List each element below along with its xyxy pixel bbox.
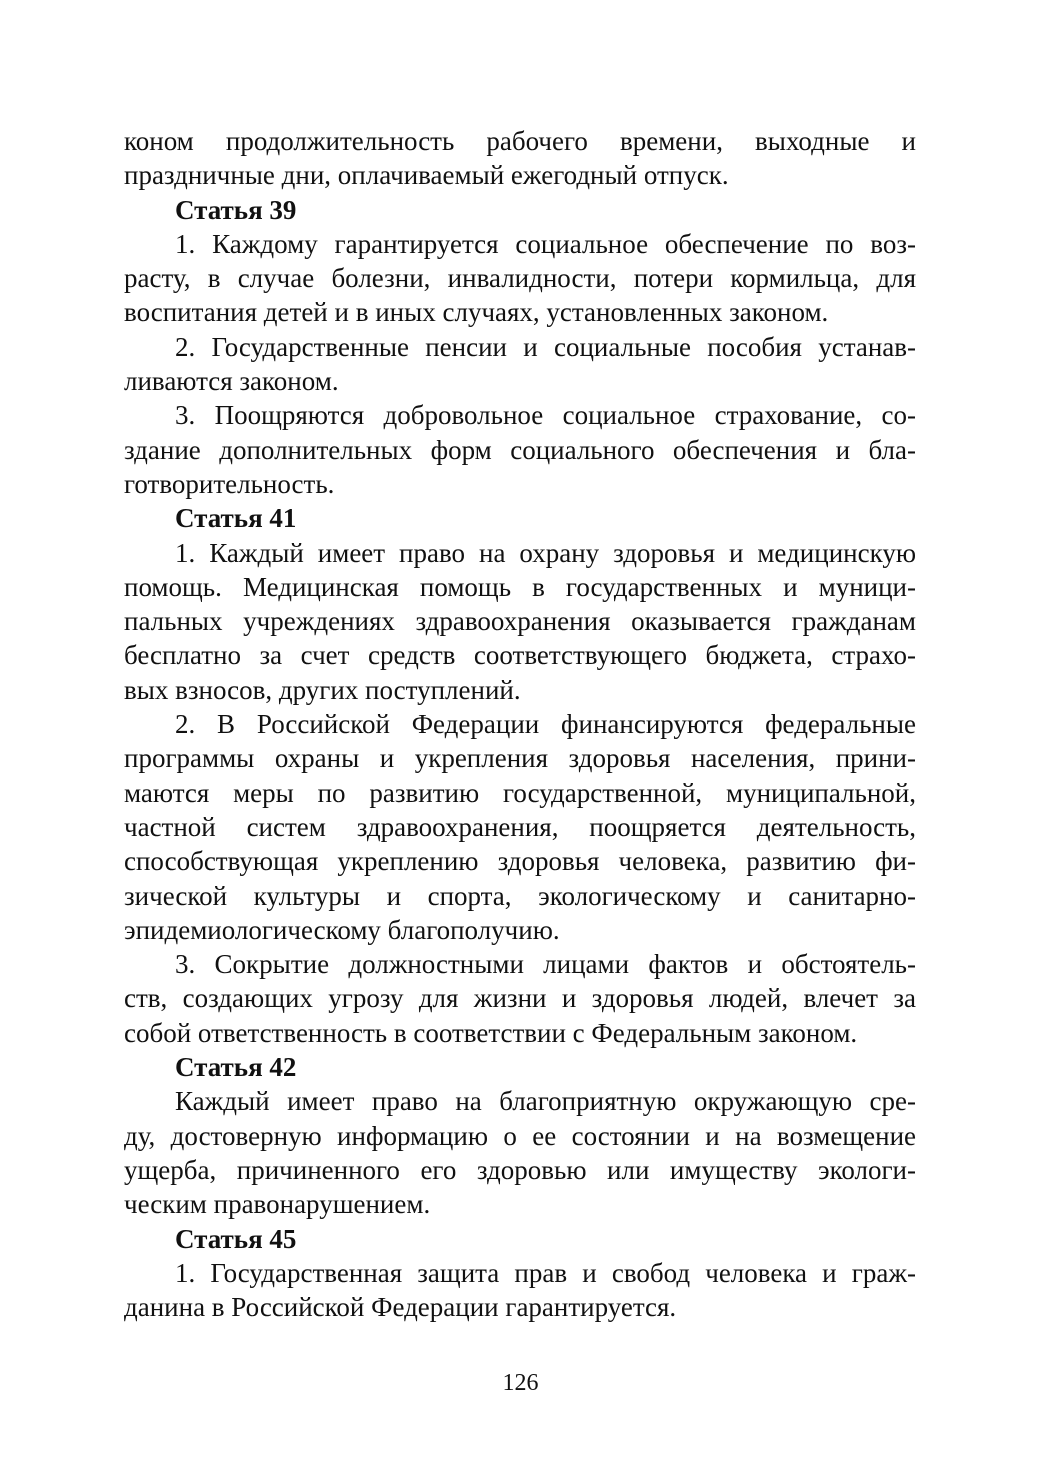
text-line: 1. Каждый имеет право на охрану здоровья и медицинскую — [175, 537, 916, 568]
text-line: маются меры по развитию государственной, муниципальной, — [124, 777, 916, 808]
text-line: частной систем здравоохранения, поощряется деятельность, — [124, 811, 916, 842]
text-line: 3. Сокрытие должностными лицами фактов и обстоятель- — [175, 949, 916, 980]
text-line: зической культуры и спорта, экологическому и санитарно- — [124, 880, 916, 911]
text-line: 3. Поощряются добровольное социальное страхование, со- — [175, 400, 916, 431]
text-line: ливаются законом. — [124, 366, 339, 397]
text-line: бесплатно за счет средств соответствующего бюджета, страхо- — [124, 640, 916, 671]
text-line: здание дополнительных форм социального обеспечения и бла- — [124, 434, 916, 465]
text-line: эпидемиологическому благополучию. — [124, 914, 560, 945]
text-line: коном продолжительность рабочего времени, выходные и — [124, 126, 916, 156]
page-body-text — [124, 124, 916, 1324]
text-line: 2. Государственные пенсии и социальные пособия устанав- — [175, 331, 916, 362]
text-line: 2. В Российской Федерации финансируются федеральные — [175, 709, 916, 740]
text-line: пальных учреждениях здравоохранения оказывается гражданам — [124, 606, 916, 637]
text-line: собой ответственность в соответствии с Федеральным законом. — [124, 1017, 858, 1048]
text-line: готворительность. — [124, 468, 335, 499]
text-line: расту, в случае болезни, инвалидности, потери кормильца, для — [124, 263, 916, 294]
text-line: ду, достоверную информацию о ее состоянии и на возмещение — [124, 1120, 916, 1151]
text-line: ущерба, причиненного его здоровью или имуществу экологи- — [124, 1154, 916, 1185]
text-line: ств, создающих угрозу для жизни и здоровья людей, влечет за — [124, 983, 916, 1014]
text-line: 1. Каждому гарантируется социальное обеспечение по воз- — [175, 228, 916, 259]
text-line: Каждый имеет право на благоприятную окружающую сре- — [175, 1086, 916, 1117]
article-heading: Статья 41 — [175, 503, 297, 534]
text-line: способствующая укреплению здоровья человека, развитию фи- — [124, 846, 916, 877]
text-line: помощь. Медицинская помощь в государственных и муници- — [124, 571, 916, 602]
article-heading: Статья 39 — [175, 194, 297, 225]
text-line: праздничные дни, оплачиваемый ежегодный отпуск. — [124, 160, 729, 191]
text-line: вых взносов, других поступлений. — [124, 674, 521, 705]
article-heading: Статья 42 — [175, 1052, 297, 1083]
article-heading: Статья 45 — [175, 1223, 297, 1254]
text-line: ческим правонарушением. — [124, 1189, 431, 1220]
text-line: 1. Государственная защита прав и свобод человека и граж- — [175, 1257, 916, 1288]
text-line: программы охраны и укрепления здоровья населения, прини- — [124, 743, 916, 774]
text-line: воспитания детей и в иных случаях, установленных законом. — [124, 297, 829, 328]
page-number: 126 — [502, 1370, 539, 1396]
text-line: данина в Российской Федерации гарантируется. — [124, 1292, 677, 1323]
